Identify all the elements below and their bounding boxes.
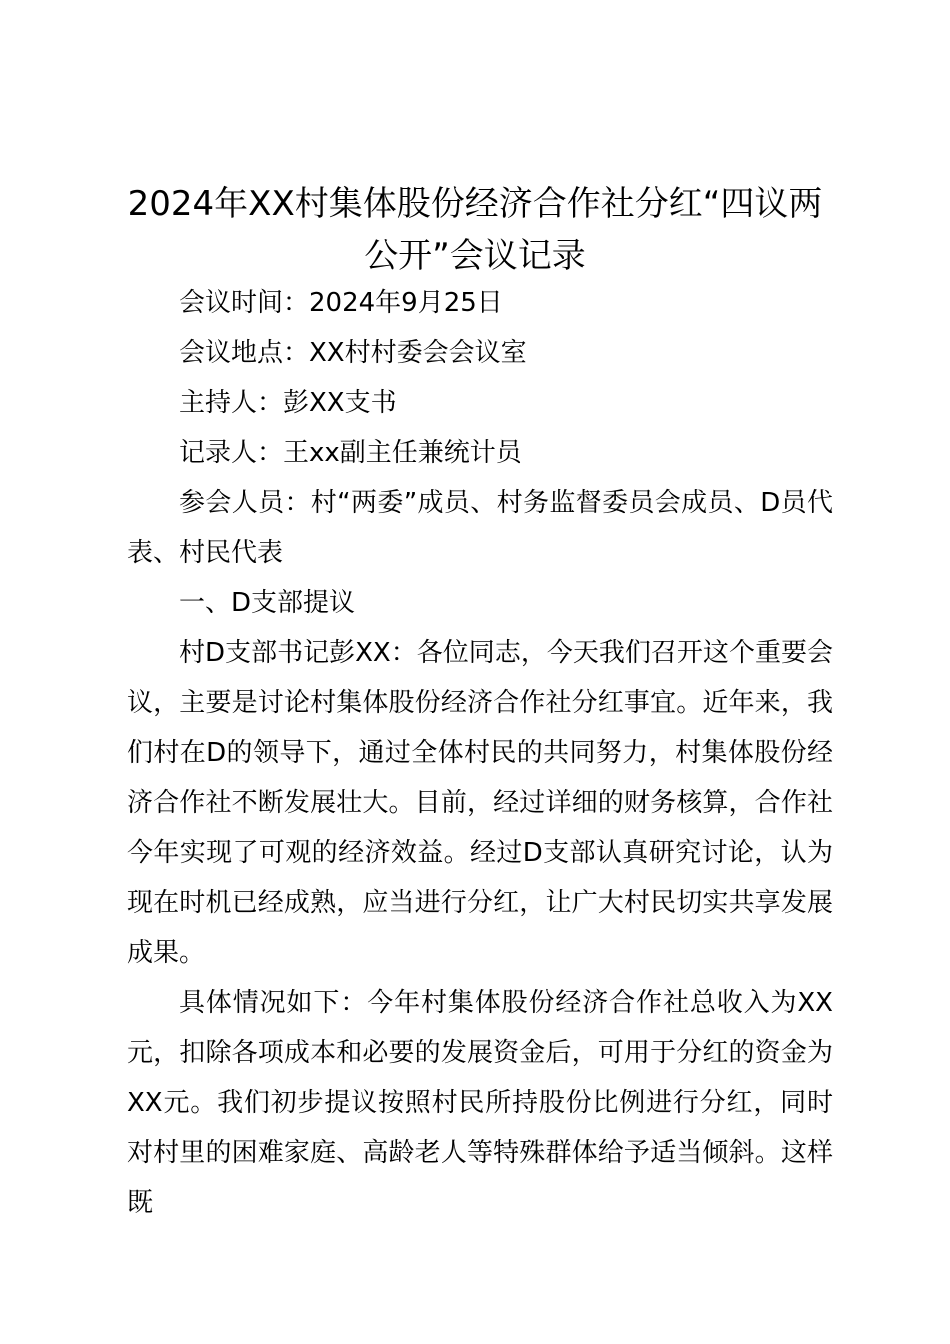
meeting-time: 会议时间：2024年9月25日 — [179, 288, 503, 318]
meeting-host: 主持人：彭XX支书 — [179, 388, 397, 418]
document-title: 2024年XX村集体股份经济合作社分红“四议两公开”会议记录 — [127, 184, 823, 276]
meeting-recorder: 记录人：王xx副主任兼统计员 — [179, 438, 522, 468]
document-body — [127, 278, 833, 1228]
section-heading: 一、D支部提议 — [179, 588, 356, 618]
paragraph: 村D支部书记彭XX：各位同志，今天我们召开这个重要会议，主要是讨论村集体股份经济合作社分红事宜。近年来，我们村在D的领导下，通过全体村民的共同努力，村集体股份经济合作社不断发展壮大。目前，经过详细的财务核算，合作社今年实现了可观的经济效益。经过D支部认真研究讨论，认为现在时机已经成熟，应当进行分红，让广大村民切实共享发展成果。 — [127, 638, 833, 968]
meeting-place: 会议地点：XX村村委会会议室 — [179, 338, 527, 368]
meeting-attendees: 参会人员：村“两委”成员、村务监督委员会成员、D员代表、村民代表 — [127, 488, 833, 568]
paragraph: 具体情况如下：今年村集体股份经济合作社总收入为XX元，扣除各项成本和必要的发展资金后，可用于分红的资金为XX元。我们初步提议按照村民所持股份比例进行分红，同时对村里的困难家庭、高龄老人等特殊群体给予适当倾斜。这样既 — [127, 988, 833, 1218]
